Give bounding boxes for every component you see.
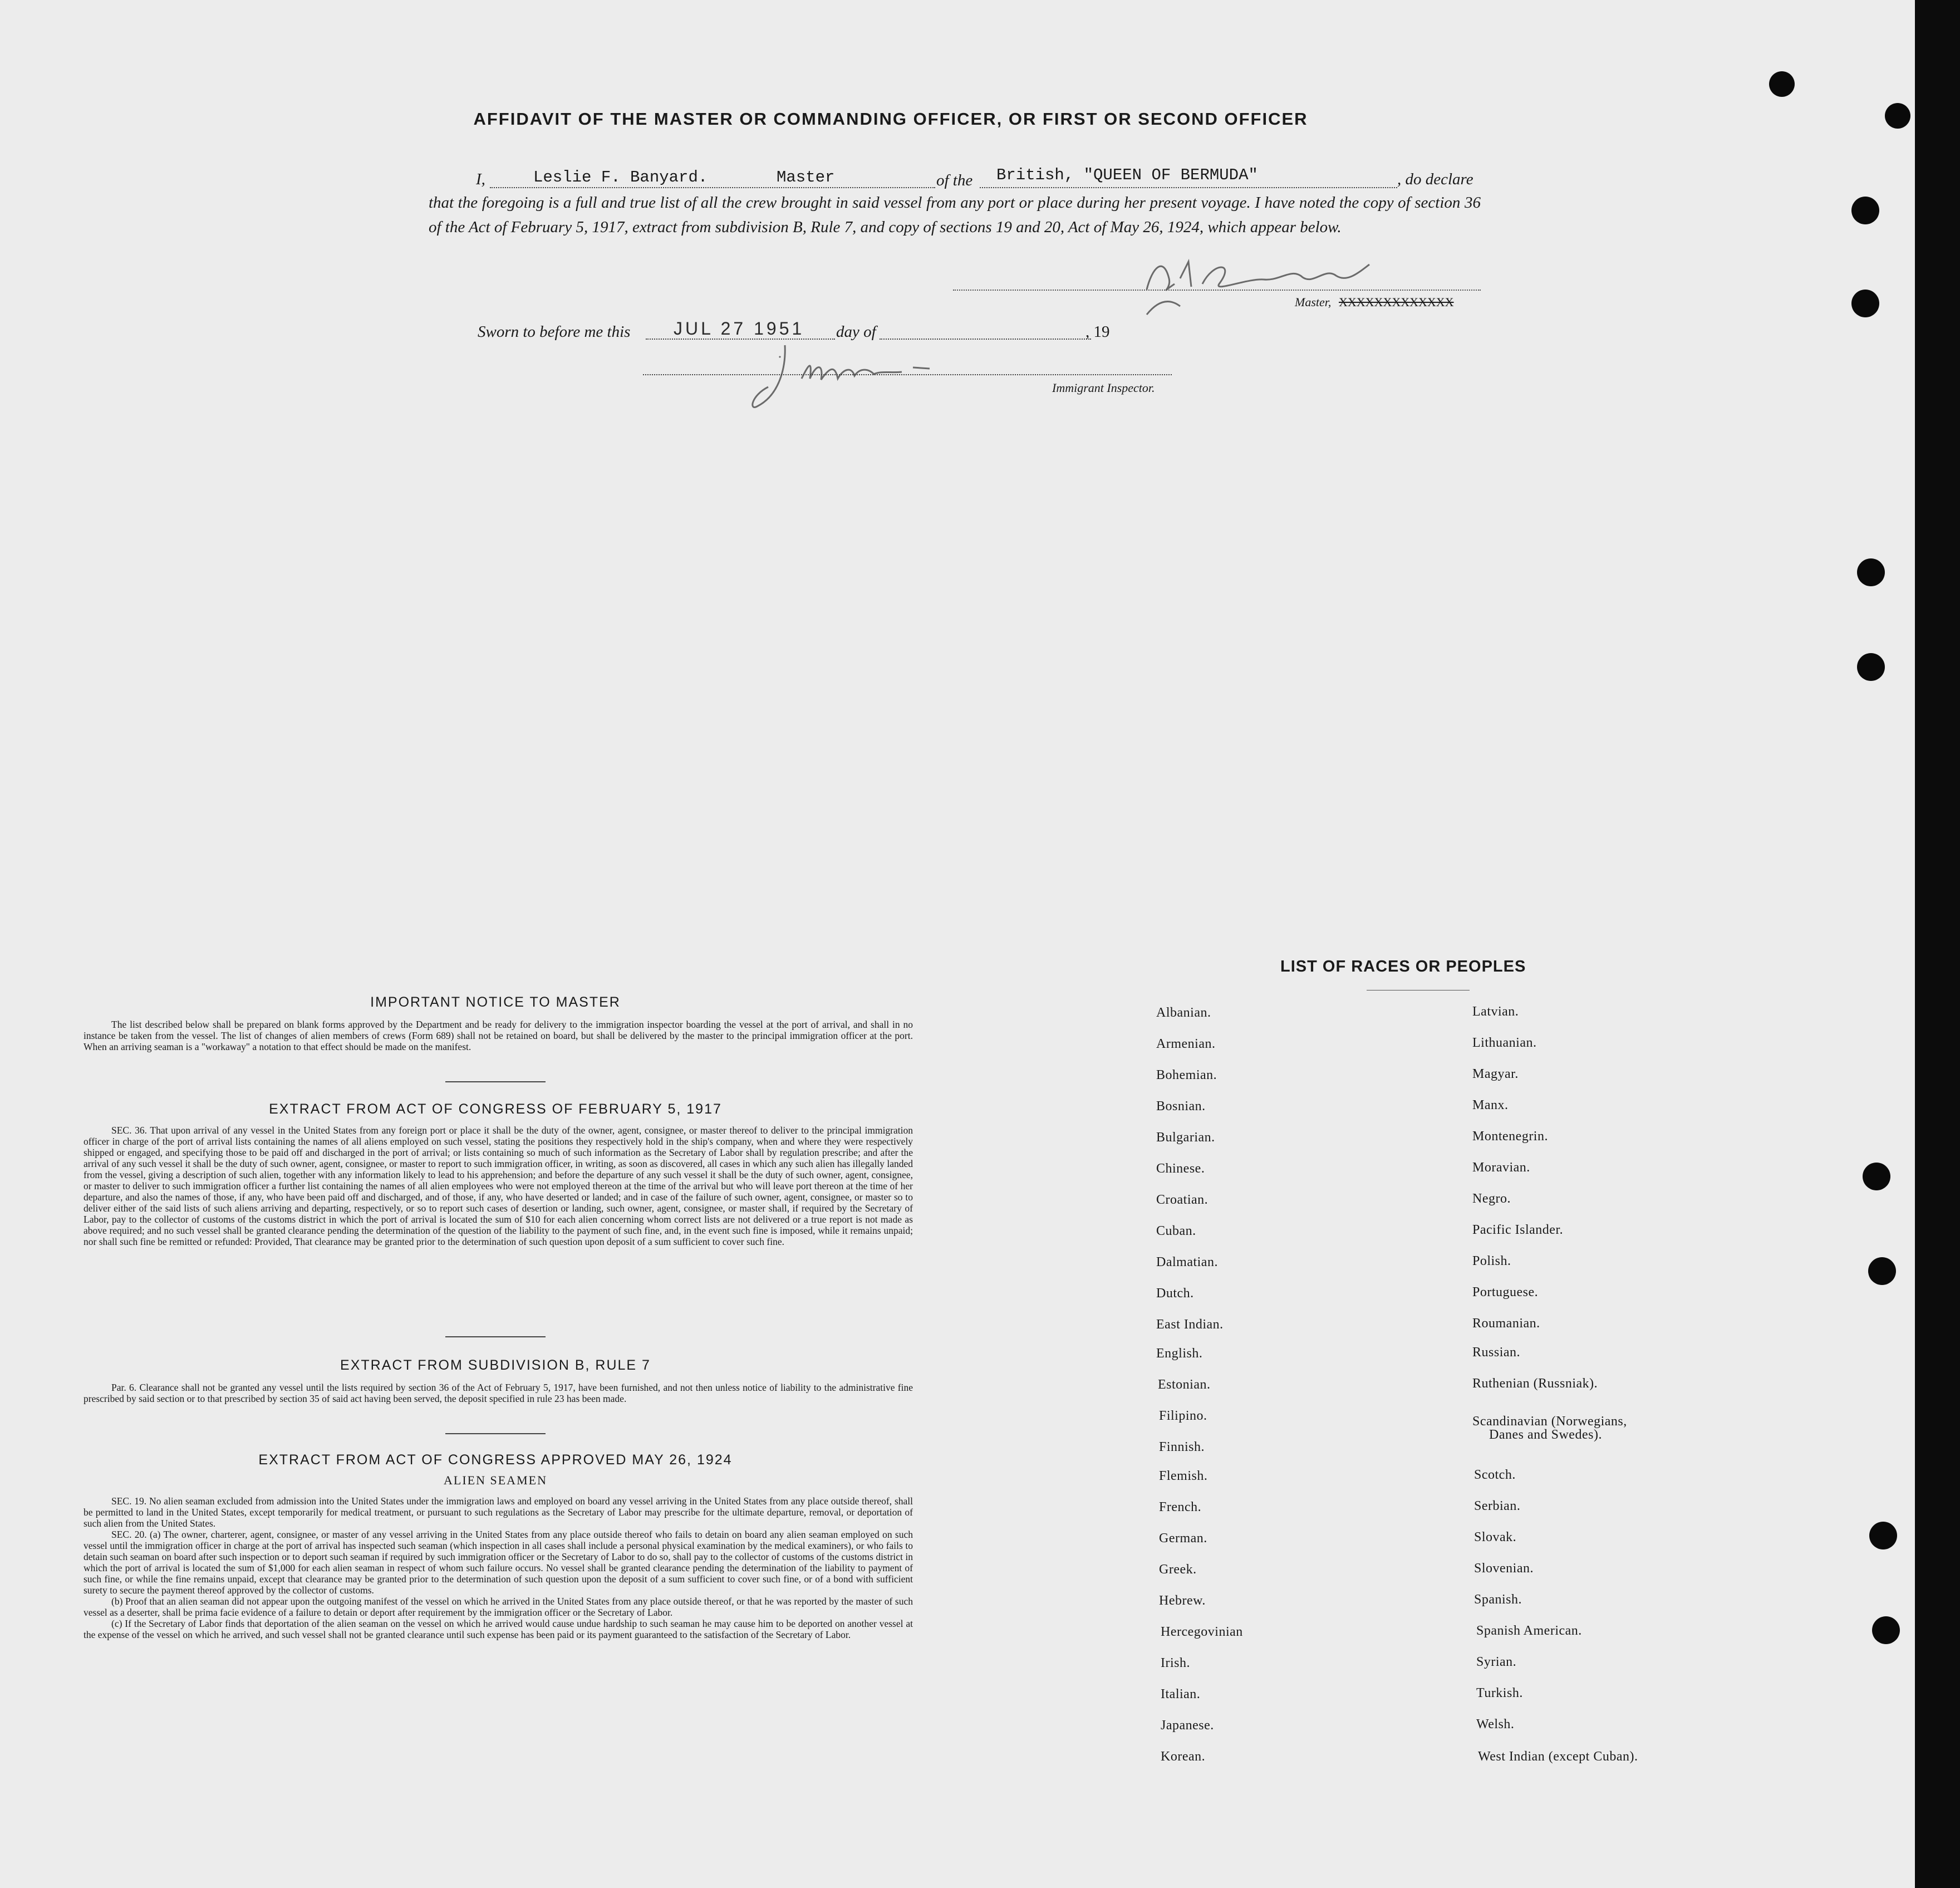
race-item: Flemish. [1159, 1469, 1208, 1483]
section-20c-paragraph: (c) If the Secretary of Labor finds that deportation of the alien seaman on the vessel on which he arrived would cause undue hardship to such seaman he may cause him to be deported on another vessel at the expense of the vessel on which he arrived, and such vessel shall not be granted clearance until such expense has been paid or its payment guaranteed to the satisfaction of the Secretary of Labor. [83, 1618, 913, 1640]
race-item: Montenegrin. [1472, 1129, 1548, 1144]
race-item: Scotch. [1474, 1468, 1516, 1482]
race-item: Ruthenian (Russniak). [1472, 1376, 1598, 1391]
race-item: Roumanian. [1472, 1316, 1540, 1331]
race-item: Dalmatian. [1156, 1255, 1218, 1269]
race-item: Russian. [1472, 1345, 1521, 1360]
race-item: Greek. [1159, 1562, 1197, 1577]
race-item: Armenian. [1156, 1037, 1216, 1051]
race-item: Welsh. [1476, 1717, 1515, 1732]
do-declare-label: , do declare [1397, 170, 1473, 188]
race-item: German. [1159, 1531, 1207, 1546]
race-item: Hercegovinian [1161, 1625, 1243, 1639]
race-item: Danes and Swedes). [1489, 1428, 1602, 1442]
race-item: Negro. [1472, 1191, 1511, 1206]
race-item: Serbian. [1474, 1499, 1521, 1513]
sworn-label: Sworn to before me this [478, 323, 631, 341]
punch-hole [1868, 1257, 1896, 1285]
extract-1917-heading: EXTRACT FROM ACT OF CONGRESS OF FEBRUARY 5, 1917 [269, 1101, 722, 1117]
race-item: West Indian (except Cuban). [1478, 1749, 1638, 1764]
inspector-signature [746, 334, 980, 412]
name-blank-line [490, 187, 935, 188]
inspector-caption: Immigrant Inspector. [1052, 381, 1155, 395]
notice-text [83, 1019, 913, 1052]
day-of-label: day of [836, 323, 876, 341]
race-item: Cuban. [1156, 1224, 1196, 1238]
sworn-date-stamp: JUL 27 1951 [674, 318, 805, 339]
punch-hole [1869, 1522, 1897, 1549]
race-item: Slovenian. [1474, 1561, 1534, 1576]
race-item: Spanish American. [1476, 1624, 1582, 1638]
punch-hole [1885, 103, 1910, 129]
punch-hole [1851, 197, 1879, 224]
race-item: Bosnian. [1156, 1099, 1206, 1114]
race-item: Syrian. [1476, 1655, 1517, 1669]
race-item: Hebrew. [1159, 1593, 1206, 1608]
punch-hole [1851, 290, 1879, 317]
race-item: Dutch. [1156, 1286, 1194, 1301]
section-19-paragraph: SEC. 19. No alien seaman excluded from admission into the United States under the immigration laws and employed on board any vessel arriving in the United States from any place outside thereof, shall be permitted to land in the United States, except temporarily for medical treatment, or pursuant to such regulations as the Secretary of Labor may prescribe for the ultimate departure, removal, or deportation of such alien from the United States. [83, 1495, 913, 1529]
race-item: Slovak. [1474, 1530, 1517, 1544]
extract-1924-heading: EXTRACT FROM ACT OF CONGRESS APPROVED MAY 26, 1924 [258, 1452, 733, 1468]
vessel-blank-line [980, 187, 1397, 188]
race-item: Turkish. [1476, 1686, 1523, 1700]
race-item: Pacific Islander. [1472, 1223, 1564, 1237]
i-label: I, [476, 170, 485, 188]
race-item: Polish. [1472, 1254, 1511, 1268]
race-item: Finnish. [1159, 1440, 1205, 1454]
race-item: Spanish. [1474, 1592, 1522, 1607]
race-item: Magyar. [1472, 1067, 1519, 1081]
master-caption: Master, [1295, 295, 1332, 309]
section-36-paragraph: SEC. 36. That upon arrival of any vessel in the United States from any foreign port or place it shall be the duty of the owner, agent, consignee, or master thereof to deliver to the principal immigration officer in charge of the port of arrival lists containing the names of all aliens employed on such vessel, stating the positions they respectively hold in the ship's company, when and where they were respectively shipped or engaged, and specifying those to be paid off and discharged in the port of arrival; or lists containing so much of such information as the Secretary of Labor shall by regulation prescribe; and after the arrival of any such vessel it shall be the duty of such owner, agent, consignee, or master to report to such immigration officer, in writing, as soon as discovered, all cases in which any such alien has illegally landed from the vessel, giving a description of such alien, together with any information likely to lead to his apprehension; and before the departure of any such vessel it shall be the duty of such owner, agent, consignee, or master to deliver to such immigration officer a further list containing the names of all alien employees who were not employed thereon at the time of the arrival but who will leave port thereon at the time of her departure, and also the names of those, if any, who have been paid off and discharged, and of those, if any, who have deserted or landed; and in case of the failure of such owner, agent, consignee, or master so to deliver either of the said lists of such aliens arriving and departing, respectively, or so to report such cases of desertion or landing, such owner, agent, consignee, or master shall, if required by the Secretary of Labor, pay to the collector of customs of the customs district in which the port of arrival is located the sum of $10 for each alien concerning whom correct lists are not delivered or a true report is not made as above required; and no such vessel shall be granted clearance pending the determination of the question of the liability to the payment of such fine, and, in the event such fine is imposed, while it remains unpaid; nor shall such fine be remitted or refunded: Provided, That clearance may be granted prior to the determination of such question upon deposit of a sum sufficient to cover such fine. [83, 1125, 913, 1247]
punch-hole [1857, 558, 1885, 586]
race-item: Portuguese. [1472, 1285, 1539, 1299]
race-item: English. [1156, 1346, 1203, 1361]
declarant-rank: Master [777, 168, 835, 187]
race-item: Bohemian. [1156, 1068, 1217, 1082]
vessel-name: British, "QUEEN OF BERMUDA" [996, 166, 1258, 184]
affidavit-title: AFFIDAVIT OF THE MASTER OR COMMANDING OFFICER, OR FIRST OR SECOND OFFICER [473, 109, 1308, 129]
declaration-text: that the foregoing is a full and true list of all the crew brought in said vessel from any port or place during her present voyage. I have noted the copy of section 36 of the Act of February 5, 1917, extract from subdivision B, Rule 7, and copy of sections 19 and 20, Act of May 26, 1924, which appear below. [429, 194, 1481, 236]
section-20a-paragraph: SEC. 20. (a) The owner, charterer, agent, consignee, or master of any vessel arriving in the United States from any place outside thereof who fails to detain on board any alien seaman employed on such vessel until the immigration officer in charge at the port of arrival has inspected such seaman (which inspection in all cases shall include a personal physical examination by the medical examiners), or who fails to detain such seaman on board after such inspection or to deport such seaman if required by such immigration officer or the Secretary of Labor to do so, shall pay to the collector of customs of the customs district in which the port of arrival is located the sum of $1,000 for each alien seaman in respect of whom such failure occurs. No vessel shall be granted clearance pending the determination of the liability to payment of such fine, or while the fine remains unpaid, except that clearance may be granted prior to the determination of such question upon the deposit of a sum sufficient to cover such fine, or of a bond with sufficient surety to secure the payment thereof approved by the collector of customs. [83, 1529, 913, 1596]
race-item: Estonian. [1158, 1377, 1211, 1392]
race-item: Latvian. [1472, 1004, 1519, 1019]
notice-paragraph: The list described below shall be prepared on blank forms approved by the Department and be ready for delivery to the immigration inspector boarding the vessel at the port of arrival, and shall in no instance be taken from the vessel. The list of changes of alien members of crews (Form 689) shall not be retained on board, but shall be delivered by the master to the principal immigration officer at the port. When an arriving seaman is a "workaway" a notation to that effect should be made on the manifest. [83, 1019, 913, 1052]
divider [445, 1336, 546, 1337]
race-item: Moravian. [1472, 1160, 1530, 1175]
race-item: Korean. [1161, 1749, 1206, 1764]
year-label: , 19 [1085, 323, 1110, 341]
races-heading: LIST OF RACES OR PEOPLES [1280, 958, 1526, 975]
struck-title: XXXXXXXXXXXXX [1339, 295, 1454, 309]
race-item: East Indian. [1156, 1317, 1224, 1332]
extract-1917-text [83, 1125, 913, 1247]
divider [445, 1081, 546, 1082]
punch-hole [1863, 1163, 1890, 1190]
race-item: Italian. [1161, 1687, 1201, 1701]
race-item: Croatian. [1156, 1193, 1209, 1207]
race-item: Albanian. [1156, 1006, 1211, 1020]
declarant-name: Leslie F. Banyard. [533, 168, 708, 187]
extract-1924-text [83, 1495, 913, 1640]
race-item: Filipino. [1159, 1409, 1207, 1423]
race-item: Scandinavian (Norwegians, [1472, 1414, 1627, 1429]
of-the-label: of the [936, 171, 973, 189]
race-item: Bulgarian. [1156, 1130, 1215, 1145]
race-item: Chinese. [1156, 1161, 1205, 1176]
section-20b-paragraph: (b) Proof that an alien seaman did not appear upon the outgoing manifest of the vessel on which he arrived in the United States from any place outside thereof, or that he was reported by the master of such vessel as a deserter, shall be prima facie evidence of a failure to detain or deport after requirement by the immigration officer or the Secretary of Labor. [83, 1596, 913, 1618]
divider [445, 1433, 546, 1434]
master-signature-line [953, 290, 1481, 291]
race-item: Japanese. [1161, 1718, 1214, 1733]
rule-7-heading: EXTRACT FROM SUBDIVISION B, RULE 7 [340, 1357, 651, 1373]
inspector-signature-line [643, 374, 1172, 375]
alien-seamen-subheading: ALIEN SEAMEN [444, 1473, 547, 1487]
race-item: French. [1159, 1500, 1202, 1514]
punch-hole [1872, 1616, 1900, 1644]
notice-heading: IMPORTANT NOTICE TO MASTER [370, 994, 621, 1010]
rule-7-text [83, 1382, 913, 1404]
race-item: Irish. [1161, 1656, 1190, 1670]
race-item: Manx. [1472, 1098, 1509, 1112]
rule-7-paragraph: Par. 6. Clearance shall not be granted any vessel until the lists required by section 36 of the Act of February 5, 1917, have been furnished, and not then unless notice of liability to the administrative fine prescribed by said section or to that prescribed by section 35 of said act having been served, the deposit specified in rule 23 has been made. [83, 1382, 913, 1404]
punch-hole [1857, 653, 1885, 681]
race-item: Lithuanian. [1472, 1036, 1537, 1050]
punch-hole [1769, 71, 1795, 97]
